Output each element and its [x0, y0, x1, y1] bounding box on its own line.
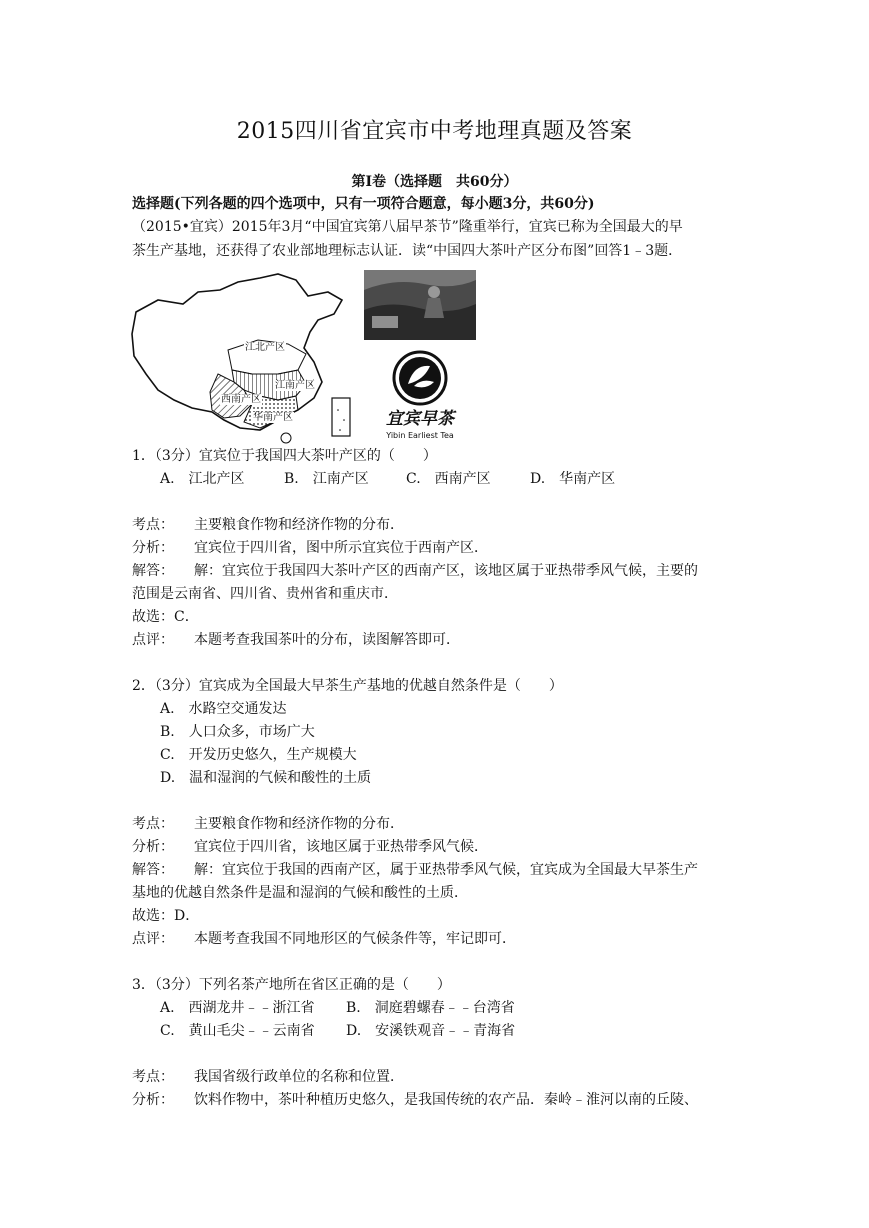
dianping-text: 本题考查我国不同地形区的气候条件等，牢记即可． [194, 931, 516, 947]
intro-line-2: 茶生产基地，还获得了农业部地理标志认证．读“中国四大茶叶产区分布图”回答1﹣3题． [132, 243, 683, 259]
china-tea-region-map [128, 270, 353, 446]
jieda-label: 解答： [132, 563, 174, 579]
q1-jieda-cont: 范围是云南省、四川省、贵州省和重庆市． [132, 586, 398, 602]
section-heading: 第Ⅰ卷（选择题 共60分） [351, 174, 518, 190]
china-map-outline [128, 270, 353, 446]
q1-dianping [132, 630, 460, 650]
q2-kaodian [132, 814, 404, 834]
map-label-huanan: 华南产区 [253, 412, 293, 423]
q3-stem: 3．（3分）下列名茶产地所在省区正确的是（ ） [132, 977, 451, 993]
q1-kaodian [132, 515, 404, 535]
kaodian-text: 主要粮食作物和经济作物的分布． [194, 816, 404, 832]
logo-text: 宜宾早茶 [386, 409, 454, 429]
jieda-label: 解答： [132, 862, 174, 878]
q2-jieda [132, 860, 698, 880]
kaodian-text: 主要粮食作物和经济作物的分布． [194, 517, 404, 533]
logo-subtext: Yibin Earliest Tea [386, 431, 454, 440]
document-title: 2015四川省宜宾市中考地理真题及答案 [236, 119, 633, 144]
q2-jieda-cont: 基地的优越自然条件是温和湿润的气候和酸性的土质． [132, 885, 468, 901]
q3-fenxi [132, 1090, 698, 1110]
fenxi-text: 宜宾位于四川省，该地区属于亚热带季风气候． [194, 839, 488, 855]
fenxi-label: 分析： [132, 540, 174, 556]
instruction: 选择题(下列各题的四个选项中，只有一项符合题意，每小题3分，共60分) [132, 196, 595, 212]
map-label-jiangbei: 江北产区 [245, 342, 285, 353]
q3-option-a: A. 西湖龙井﹣﹣浙江省 [160, 1000, 315, 1016]
q3-option-d: D. 安溪铁观音﹣﹣青海省 [346, 1023, 516, 1039]
q1-answer: 故选：C． [132, 609, 199, 625]
q2-dianping [132, 929, 516, 949]
map-label-jiangnan: 江南产区 [275, 380, 315, 391]
q2-stem: 2．（3分）宜宾成为全国最大早茶生产基地的优越自然条件是（ ） [132, 678, 563, 694]
kaodian-label: 考点： [132, 1069, 174, 1085]
kaodian-text: 我国省级行政单位的名称和位置． [194, 1069, 404, 1085]
q1-option-b: B. 江南产区 [284, 471, 369, 487]
tea-garden-photo [364, 270, 476, 340]
q1-option-d: D. 华南产区 [530, 471, 616, 487]
q3-kaodian [132, 1067, 404, 1087]
q1-option-a: A. 江北产区 [160, 471, 245, 487]
intro-line-1: （2015•宜宾）2015年3月“中国宜宾第八届早茶节”隆重举行，宜宾已称为全国最大的早 [132, 219, 683, 235]
tea-region-figure [128, 270, 478, 446]
map-label-xinan: 西南产区 [221, 394, 261, 405]
yibin-early-tea-logo [364, 350, 476, 442]
q3-option-b: B. 洞庭碧螺春﹣﹣台湾省 [346, 1000, 515, 1016]
kaodian-label: 考点： [132, 816, 174, 832]
fenxi-label: 分析： [132, 839, 174, 855]
fenxi-text: 宜宾位于四川省，图中所示宜宾位于西南产区． [194, 540, 488, 556]
q1-fenxi [132, 538, 488, 558]
jieda-text: 解：宜宾位于我国的西南产区，属于亚热带季风气候，宜宾成为全国最大早茶生产 [194, 862, 698, 878]
q3-option-c: C. 黄山毛尖﹣﹣云南省 [160, 1023, 315, 1039]
q2-option-c: C. 开发历史悠久，生产规模大 [160, 747, 357, 763]
dianping-label: 点评： [132, 931, 174, 947]
q2-fenxi [132, 837, 488, 857]
dianping-text: 本题考查我国茶叶的分布，读图解答即可． [194, 632, 460, 648]
q1-stem: 1．（3分）宜宾位于我国四大茶叶产区的（ ） [132, 448, 437, 464]
dianping-label: 点评： [132, 632, 174, 648]
q2-answer: 故选：D． [132, 908, 200, 924]
q1-jieda [132, 561, 698, 581]
q2-option-b: B. 人口众多，市场广大 [160, 724, 315, 740]
fenxi-text: 饮料作物中，茶叶种植历史悠久，是我国传统的农产品．秦岭﹣淮河以南的丘陵、 [194, 1092, 698, 1108]
jieda-text: 解：宜宾位于我国四大茶叶产区的西南产区，该地区属于亚热带季风气候，主要的 [194, 563, 698, 579]
q1-option-c: C. 西南产区 [406, 471, 491, 487]
fenxi-label: 分析： [132, 1092, 174, 1108]
q2-option-a: A. 水路空交通发达 [160, 701, 287, 717]
q2-option-d: D. 温和湿润的气候和酸性的土质 [160, 770, 372, 786]
kaodian-label: 考点： [132, 517, 174, 533]
